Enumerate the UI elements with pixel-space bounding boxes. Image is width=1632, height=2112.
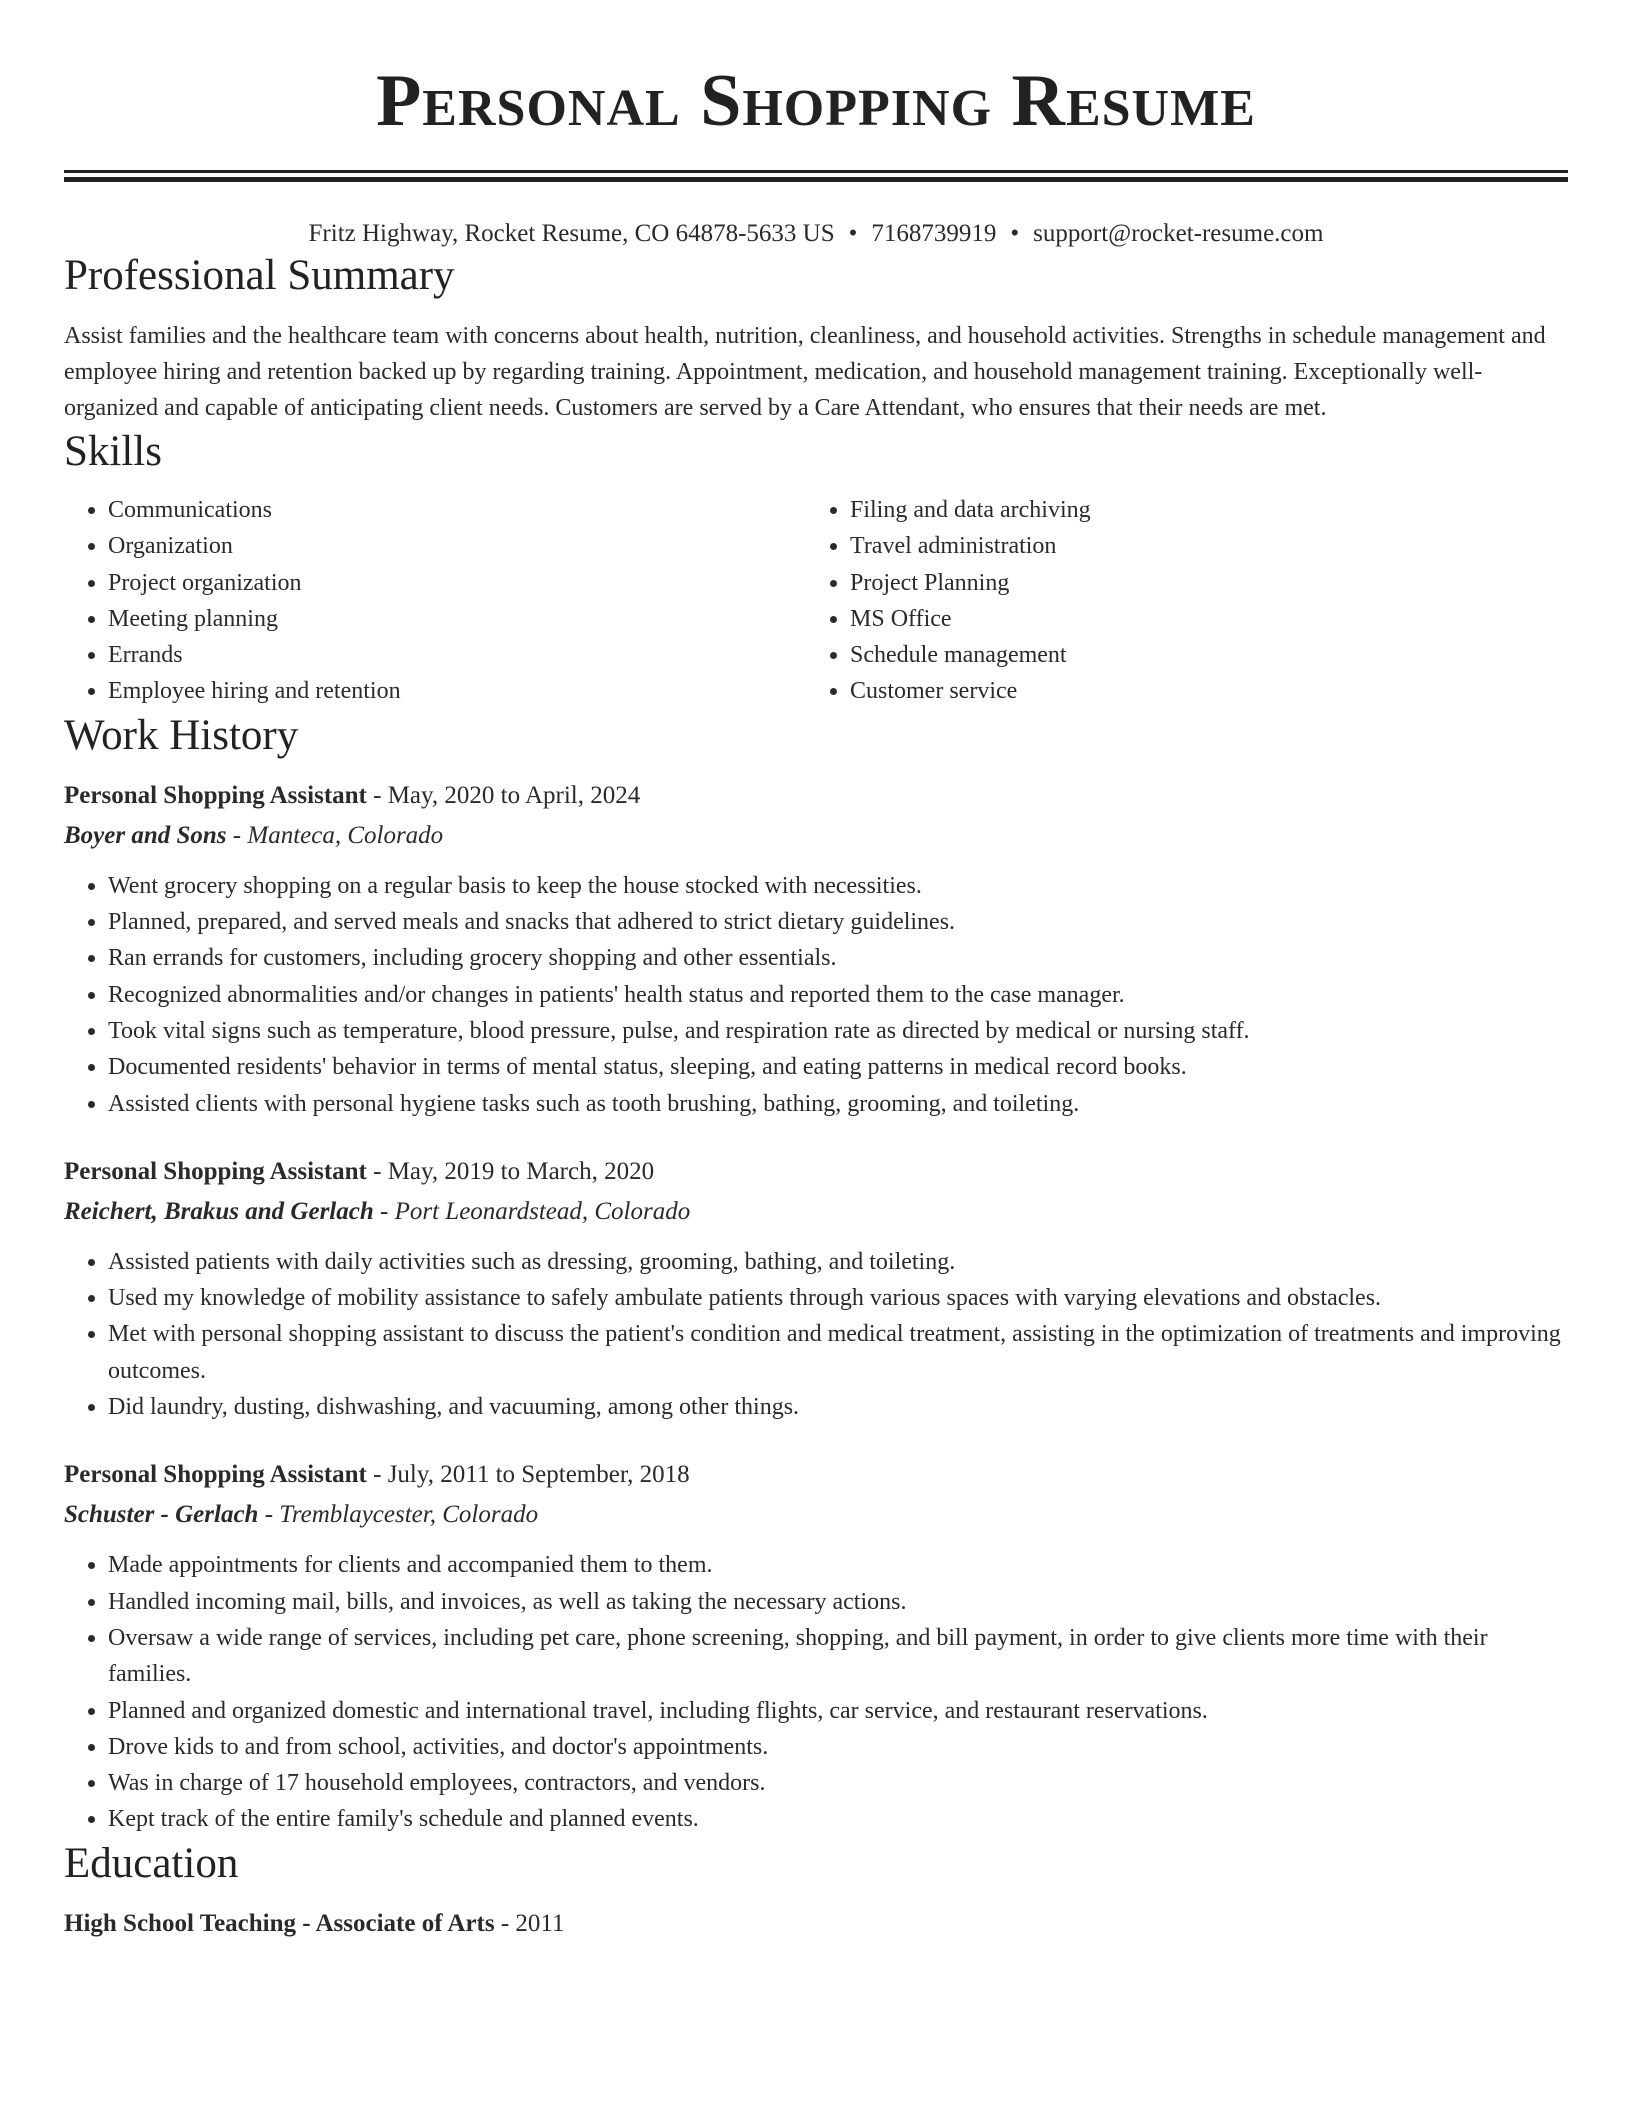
job-company-line	[64, 818, 1568, 854]
summary-heading: Professional Summary	[64, 252, 455, 299]
job-bullets	[64, 868, 1568, 1122]
job-bullet: • Planned and organized domestic and international travel, including flights, car service, and restaurant reservations.	[108, 1693, 1568, 1729]
job-company: Reichert, Brakus and Gerlach	[64, 1197, 374, 1225]
job-bullet: • Made appointments for clients and accompanied them to them.	[108, 1547, 1568, 1583]
job-company-line	[64, 1497, 1568, 1533]
skill-item: • Customer service	[850, 673, 1548, 709]
job-company: Boyer and Sons	[64, 821, 227, 849]
job-dates: - July, 2011 to September, 2018	[366, 1461, 690, 1489]
skill-item: • Project organization	[108, 565, 806, 601]
job-title: Personal Shopping Assistant	[64, 781, 367, 809]
job-title-line	[64, 1457, 1568, 1493]
skills-list	[64, 492, 1568, 710]
skill-item: • Schedule management	[850, 637, 1548, 673]
job-bullet: • Drove kids to and from school, activities, and doctor's appointments.	[108, 1729, 1568, 1765]
skill-item: • Filing and data archiving	[850, 492, 1548, 528]
job-dates: - May, 2019 to March, 2020	[366, 1157, 655, 1185]
job-dates: - May, 2020 to April, 2024	[366, 781, 641, 809]
contact-separator: •	[848, 220, 858, 247]
contact-phone: 7168739919	[871, 220, 997, 247]
skills-column-right	[806, 492, 1548, 710]
job-company: Schuster - Gerlach	[64, 1501, 259, 1529]
job-bullet: • Assisted clients with personal hygiene tasks such as tooth brushing, bathing, grooming, and toileting.	[108, 1086, 1568, 1122]
job-bullet: • Recognized abnormalities and/or changes in patients' health status and reported them to the case manager.	[108, 977, 1568, 1013]
job-title: Personal Shopping Assistant	[64, 1157, 367, 1185]
education-year: - 2011	[494, 1909, 565, 1937]
contact-address: Fritz Highway, Rocket Resume, CO 64878-5633 US	[308, 220, 835, 247]
skill-item: • Organization	[108, 528, 806, 564]
title-divider	[64, 170, 1568, 182]
job-bullet: • Kept track of the entire family's schedule and planned events.	[108, 1801, 1568, 1837]
contact-line	[64, 218, 1568, 250]
skills-heading: Skills	[64, 428, 162, 475]
job-bullet: • Documented residents' behavior in terms of mental status, sleeping, and eating patterns in medical record books.	[108, 1049, 1568, 1085]
education-heading: Education	[64, 1839, 239, 1887]
job-location: - Tremblaycester, Colorado	[258, 1501, 539, 1529]
job-title: Personal Shopping Assistant	[64, 1461, 367, 1489]
job-location: - Manteca, Colorado	[226, 821, 444, 849]
skill-item: • Meeting planning	[108, 601, 806, 637]
job-bullet: • Went grocery shopping on a regular basis to keep the house stocked with necessities.	[108, 868, 1568, 904]
job-bullet: • Ran errands for customers, including grocery shopping and other essentials.	[108, 940, 1568, 976]
skills-column-left	[64, 492, 806, 710]
education-degree: High School Teaching - Associate of Arts	[64, 1909, 495, 1937]
job-bullet: • Used my knowledge of mobility assistance to safely ambulate patients through various spaces with varying elevations and obstacles.	[108, 1280, 1568, 1316]
job-entry	[64, 1154, 1568, 1425]
job-bullet: • Took vital signs such as temperature, blood pressure, pulse, and respiration rate as directed by medical or nursing staff.	[108, 1013, 1568, 1049]
skill-item: • Errands	[108, 637, 806, 673]
job-title-line	[64, 778, 1568, 814]
job-bullet: • Planned, prepared, and served meals and snacks that adhered to strict dietary guidelines.	[108, 904, 1568, 940]
skill-item: • MS Office	[850, 601, 1548, 637]
job-bullets	[64, 1547, 1568, 1837]
skill-item: • Travel administration	[850, 528, 1548, 564]
contact-separator: •	[1010, 220, 1020, 247]
job-entry	[64, 1457, 1568, 1837]
education-entry	[64, 1906, 1568, 1942]
skill-item: • Employee hiring and retention	[108, 673, 806, 709]
contact-email: support@rocket-resume.com	[1033, 220, 1324, 247]
job-bullet: • Did laundry, dusting, dishwashing, and vacuuming, among other things.	[108, 1389, 1568, 1425]
work-history-heading: Work History	[64, 711, 299, 759]
resume-title: Personal Shopping Resume	[376, 60, 1256, 142]
summary-text: Assist families and the healthcare team with concerns about health, nutrition, cleanliness, and household activities. Strengths in schedule management and employee hiring and retention backed up by regarding training. Appointment, medication, and household management training. Exceptionally well-organized and capable of anticipating client needs. Customers are served by a Care Attendant, who ensures that their needs are met.	[64, 323, 1546, 421]
job-company-line	[64, 1194, 1568, 1230]
job-entry	[64, 778, 1568, 1122]
job-bullet: • Met with personal shopping assistant to discuss the patient's condition and medical treatment, assisting in the optimization of treatments and improving outcomes.	[108, 1316, 1568, 1389]
job-bullet: • Was in charge of 17 household employees, contractors, and vendors.	[108, 1765, 1568, 1801]
job-bullet: • Assisted patients with daily activities such as dressing, grooming, bathing, and toileting.	[108, 1244, 1568, 1280]
job-title-line	[64, 1154, 1568, 1190]
job-bullet: • Handled incoming mail, bills, and invoices, as well as taking the necessary actions.	[108, 1584, 1568, 1620]
skill-item: • Communications	[108, 492, 806, 528]
job-bullets	[64, 1244, 1568, 1425]
job-bullet: • Oversaw a wide range of services, including pet care, phone screening, shopping, and bill payment, in order to give clients more time with their families.	[108, 1620, 1568, 1693]
skill-item: • Project Planning	[850, 565, 1548, 601]
job-location: - Port Leonardstead, Colorado	[373, 1197, 691, 1225]
